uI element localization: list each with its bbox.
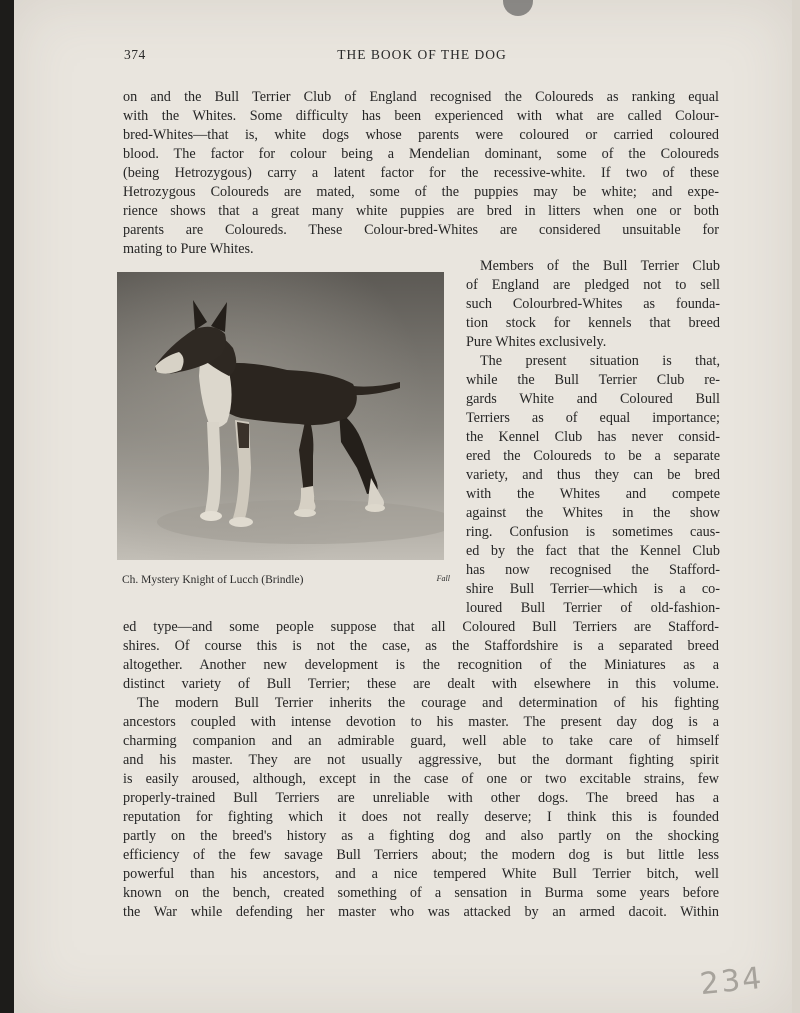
text-line: efficiency of the few savage Bull Terriers about; the modern dog is but little less xyxy=(123,847,719,863)
text-line: Hetrozygous Coloureds are mated, some of the puppies may be white; and expe- xyxy=(123,184,719,200)
pencil-annotation: 234 xyxy=(698,960,765,1003)
photo-credit: Fall xyxy=(436,574,450,583)
text-line: variety, and thus they can be bred xyxy=(466,467,720,483)
text-line: (being Hetrozygous) carry a latent factor for the recessive-white. If two of these xyxy=(123,165,719,181)
text-line: Terriers as of equal importance; xyxy=(466,410,720,426)
text-line: while the Bull Terrier Club re- xyxy=(466,372,720,388)
text-line: is easily aroused, although, except in the case of one or two excitable strains, few xyxy=(123,771,719,787)
text-line: such Colourbred-Whites as founda- xyxy=(466,296,720,312)
text-line: and his master. They are not usually aggressive, but the dormant fighting spirit xyxy=(123,752,719,768)
text-line: partly on the breed's history as a fighting dog and also partly on the shocking xyxy=(123,828,719,844)
text-line: with the Whites. Some difficulty has been experienced with what are called Colour- xyxy=(123,108,719,124)
text-line: charming companion and an admirable guard, well able to take care of himself xyxy=(123,733,719,749)
text-line: parents are Coloureds. These Colour-bred-Whites are considered unsuitable for xyxy=(123,222,719,238)
text-line: against the Whites in the show xyxy=(466,505,720,521)
text-line: ed type—and some people suppose that all Coloured Bull Terriers are Stafford- xyxy=(123,619,719,635)
text-line: properly-trained Bull Terriers are unreliable with other dogs. The breed has a xyxy=(123,790,719,806)
text-line: bred-Whites—that is, white dogs whose parents were coloured or carried coloured xyxy=(123,127,719,143)
text-line: ed by the fact that the Kennel Club xyxy=(466,543,720,559)
text-line: mating to Pure Whites. xyxy=(123,241,254,257)
text-line: the Kennel Club has never consid- xyxy=(466,429,720,445)
text-line: of England are pledged not to sell xyxy=(466,277,720,293)
text-line: ancestors coupled with intense devotion to his master. The present day dog is a xyxy=(123,714,719,730)
bull-terrier-illustration xyxy=(117,272,444,560)
text-line: The modern Bull Terrier inherits the courage and determination of his fighting xyxy=(137,695,719,711)
text-line: distinct variety of Bull Terrier; these are dealt with elsewhere in this volume. xyxy=(123,676,719,692)
text-line: loured Bull Terrier of old-fashion- xyxy=(466,600,720,616)
running-title: THE BOOK OF THE DOG xyxy=(337,47,507,62)
text-line: Members of the Bull Terrier Club xyxy=(480,258,720,274)
figure-caption xyxy=(122,574,456,590)
text-line: shire Bull Terrier—which is a co- xyxy=(466,581,720,597)
text-line: blood. The factor for colour being a Mendelian dominant, some of the Coloureds xyxy=(123,146,719,162)
next-page-edge xyxy=(792,0,800,1013)
text-line: ring. Confusion is sometimes caus- xyxy=(466,524,720,540)
text-line: on and the Bull Terrier Club of England recognised the Coloureds as ranking equal xyxy=(123,89,719,105)
text-line: with the Whites and compete xyxy=(466,486,720,502)
text-line: the War while defending her master who was attacked by an armed dacoit. Within xyxy=(123,904,719,920)
page-number: 374 xyxy=(124,47,146,62)
text-line: shires. Of course this is not the case, as the Staffordshire is a separated breed xyxy=(123,638,719,654)
text-line: tion stock for kennels that breed xyxy=(466,315,720,331)
text-line: gards White and Coloured Bull xyxy=(466,391,720,407)
caption-text: Ch. Mystery Knight of Lucch (Brindle) xyxy=(122,574,304,586)
text-line: known on the bench, created something of a sensation in Burma some years before xyxy=(123,885,719,901)
text-line: Pure Whites exclusively. xyxy=(466,334,607,350)
bull-terrier-photo xyxy=(117,272,444,560)
text-line: altogether. Another new development is the recognition of the Miniatures as a xyxy=(123,657,719,673)
text-line: ered the Coloureds to be a separate xyxy=(466,448,720,464)
page-header xyxy=(124,47,720,67)
text-line: reputation for fighting which it does not really deserve; I think this is founded xyxy=(123,809,719,825)
text-line: powerful than his ancestors, and a nice tempered White Bull Terrier bitch, well xyxy=(123,866,719,882)
text-line: rience shows that a great many white puppies are bred in litters when one or both xyxy=(123,203,719,219)
text-line: The present situation is that, xyxy=(480,353,720,369)
text-line: has now recognised the Stafford- xyxy=(466,562,720,578)
